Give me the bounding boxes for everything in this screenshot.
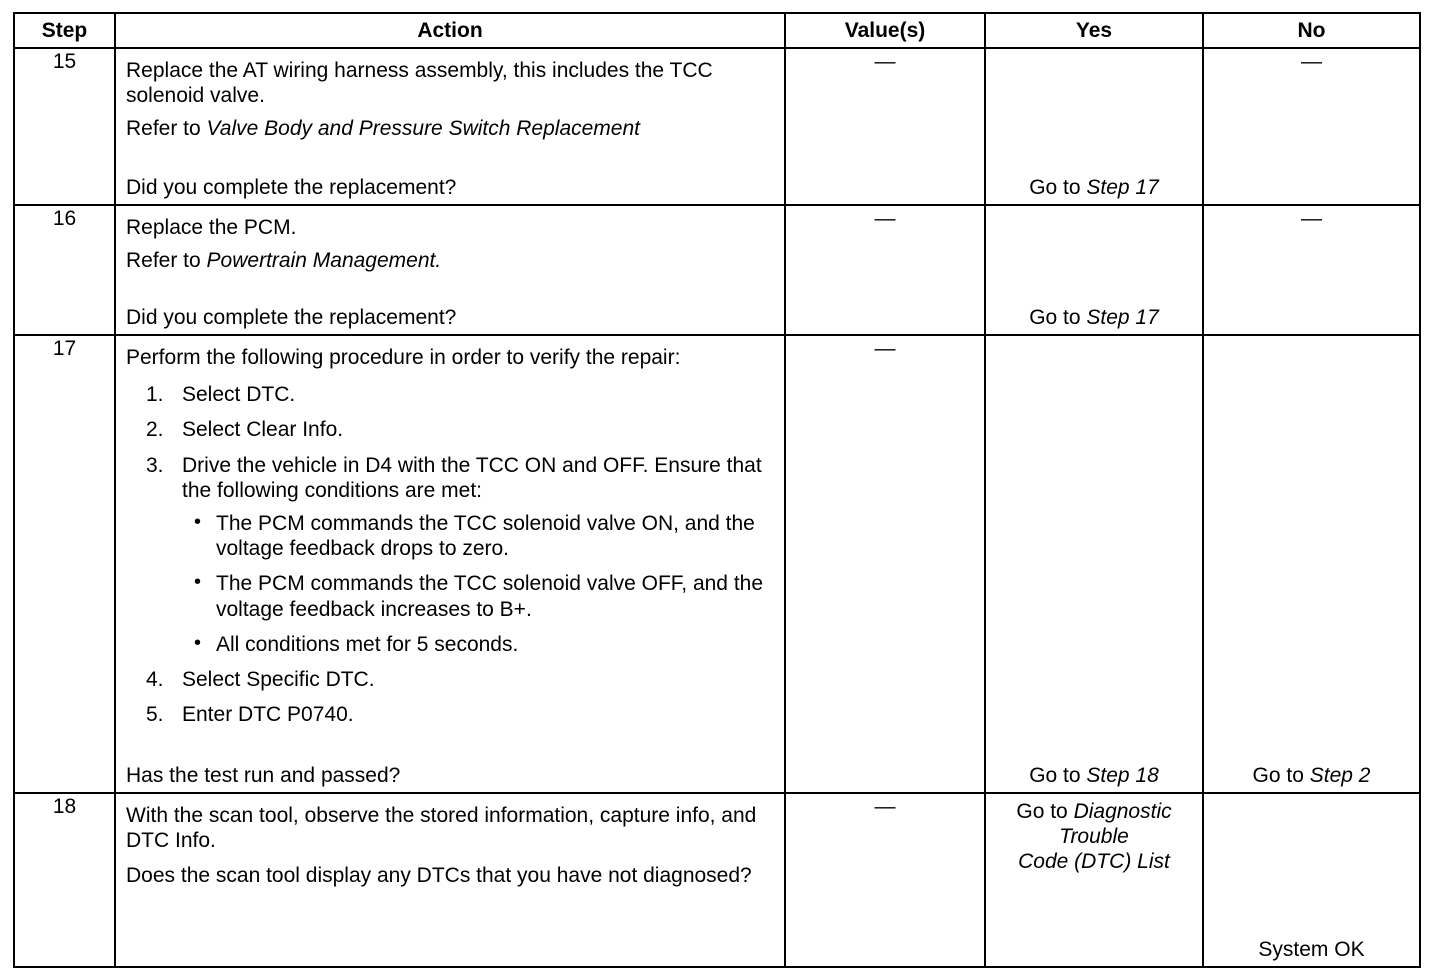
- bullet-item: • All conditions met for 5 seconds.: [194, 631, 519, 656]
- no-goto: Go to Step 2: [1252, 763, 1371, 787]
- bullet-item: • The PCM commands the TCC solenoid valve OFF, and the voltage feedback increases to B+.: [194, 571, 764, 621]
- action-text: Replace the PCM.: [126, 216, 297, 239]
- goto-step-link[interactable]: Step 2: [1309, 763, 1371, 787]
- diagnostic-procedure-table: [13, 12, 1421, 968]
- table-row: [14, 335, 1420, 793]
- action-intro: Perform the following procedure in order to verify the repair:: [126, 346, 681, 369]
- em-dash: —: [874, 207, 896, 230]
- list-item: 5. Enter DTC P0740.: [146, 703, 354, 727]
- action-text: Replace the AT wiring harness assembly, this includes the TCC solenoid valve.: [126, 59, 713, 108]
- action-text: With the scan tool, observe the stored information, capture info, and DTC Info.: [126, 804, 757, 853]
- action-cell: [115, 48, 785, 205]
- em-dash: —: [874, 795, 896, 818]
- header-yes: Yes: [985, 13, 1203, 48]
- action-question: Has the test run and passed?: [126, 763, 401, 787]
- reference-line: [126, 116, 774, 141]
- list-item: 1. Select DTC.: [146, 383, 296, 407]
- header-step: Step: [14, 13, 115, 48]
- step-number: 17: [14, 335, 115, 793]
- yes-cell: [985, 793, 1203, 967]
- header-action: Action: [115, 13, 785, 48]
- yes-goto: Go to Diagnostic Trouble Code (DTC) List: [1016, 800, 1172, 874]
- bullet-icon: •: [194, 631, 202, 654]
- header-row: [14, 13, 1420, 48]
- header-no: No: [1203, 13, 1420, 48]
- bullet-icon: •: [194, 510, 202, 533]
- yes-cell: [985, 205, 1203, 335]
- em-dash: —: [1301, 50, 1322, 73]
- em-dash: —: [874, 337, 896, 360]
- no-cell: [1203, 793, 1420, 967]
- no-cell: [1203, 335, 1420, 793]
- yes-cell: [985, 48, 1203, 205]
- reference-link[interactable]: Valve Body and Pressure Switch Replacement: [206, 117, 640, 141]
- list-item: 3. Drive the vehicle in D4 with the TCC ON and OFF. Ensure that the following conditions are met:: [146, 453, 762, 502]
- bullet-item: • The PCM commands the TCC solenoid valve ON, and the voltage feedback drops to zero.: [194, 510, 755, 561]
- reference-link[interactable]: Powertrain: [206, 249, 307, 273]
- yes-goto: Go to Step 17: [1029, 305, 1159, 329]
- step-number: 18: [14, 793, 115, 967]
- yes-goto: Go to Step 18: [1029, 763, 1159, 787]
- step-number: 16: [14, 205, 115, 335]
- goto-dtc-list-link[interactable]: Diagnostic: [1073, 800, 1172, 823]
- table-row: [14, 205, 1420, 335]
- reference-line: Refer to Powertrain Management.: [126, 249, 442, 273]
- action-cell: [115, 205, 785, 335]
- system-ok-text: System OK: [1258, 937, 1365, 961]
- step-number: 15: [14, 48, 115, 205]
- value-cell: [785, 48, 985, 205]
- em-dash: —: [874, 50, 896, 73]
- no-cell: [1203, 48, 1420, 205]
- action-cell: [115, 793, 785, 967]
- reference-prefix: Refer to: [126, 117, 207, 141]
- value-cell: [785, 793, 985, 967]
- goto-step-link[interactable]: Step 17: [1086, 175, 1159, 199]
- header-values: Value(s): [785, 13, 985, 48]
- goto-step-link[interactable]: Step 17: [1086, 305, 1159, 329]
- yes-cell: [985, 335, 1203, 793]
- value-cell: [785, 335, 985, 793]
- goto-step-link[interactable]: Step 18: [1086, 763, 1159, 787]
- action-question: Did you complete the replacement?: [126, 175, 457, 199]
- list-item: 2. Select Clear Info.: [146, 418, 344, 442]
- list-item: 4. Select Specific DTC.: [146, 667, 375, 691]
- yes-goto: Go to Step 17: [1029, 175, 1159, 199]
- action-cell: [115, 335, 785, 793]
- no-cell: [1203, 205, 1420, 335]
- table-row: [14, 793, 1420, 967]
- action-question: Did you complete the replacement?: [126, 305, 457, 329]
- table-row: [14, 48, 1420, 205]
- action-question: Does the scan tool display any DTCs that you have not diagnosed?: [126, 864, 752, 888]
- bullet-icon: •: [194, 571, 202, 594]
- value-cell: [785, 205, 985, 335]
- em-dash: —: [1301, 207, 1322, 230]
